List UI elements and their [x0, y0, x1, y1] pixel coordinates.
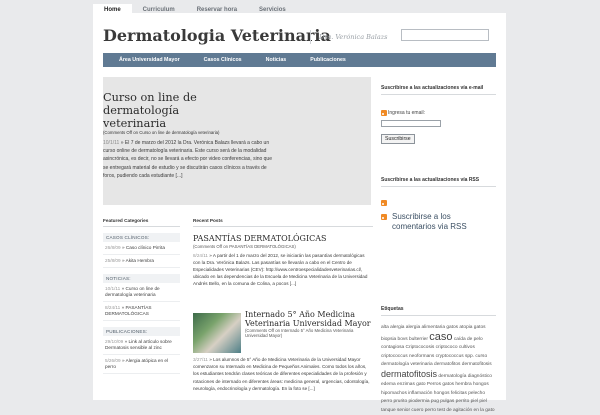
- tag-group[interactable]: dermatología diagnóstico edema enzimas gato Perros gatos hembra hongos hipomachos inflamación hongos felicitas pelecho perro prurito piodermia pug pulgas perrito piel piel tanque senior cuero perro test de agitación en la gato: [381, 373, 495, 413]
- list-item[interactable]: 25/8/09 » Akita Hembra: [103, 255, 180, 268]
- nav-item-publicaciones[interactable]: Publicaciones: [310, 57, 346, 63]
- page-container: [93, 13, 506, 413]
- tag-group[interactable]: alta alergia alergia alimentaria gatos atopia gatos biopsia bovs bulterrier: [381, 325, 486, 342]
- list-item[interactable]: 5/26/09 » Alergia atópica en el perro: [103, 355, 180, 374]
- rss-widget-title: Suscribirse a las actualizaciones vía RSS: [381, 177, 496, 187]
- email-widget-title: Suscribirse a las actualizaciones vía e-mail: [381, 85, 496, 95]
- email-label-row: [381, 110, 496, 116]
- tag-cloud-title: Etiquetas: [381, 306, 496, 316]
- category-casos-clinicos[interactable]: CASOS CLÍNICOS:: [103, 233, 180, 242]
- site-title[interactable]: Dermatologia Veterinaria: [103, 26, 331, 45]
- search-input[interactable]: [401, 29, 489, 41]
- list-item[interactable]: 26/8/09 » Caso clínico Pirrita: [103, 242, 180, 255]
- rss-icon[interactable]: [381, 200, 387, 206]
- main-navigation: [103, 53, 496, 67]
- email-label: Ingresa tu email:: [388, 110, 425, 116]
- category-publicaciones[interactable]: PUBLICACIONES:: [103, 327, 180, 336]
- rss-icon[interactable]: [381, 214, 387, 220]
- rss-feed-row: [381, 200, 496, 206]
- tag-caso[interactable]: caso: [429, 330, 453, 343]
- post-excerpt: [193, 356, 373, 392]
- featured-post: [103, 77, 371, 205]
- recent-posts-title: Recent Posts: [193, 218, 373, 227]
- list-item[interactable]: 8/24/11 » PASANTÍAS DERMATOLÓGICAS: [103, 302, 180, 321]
- rss-icon: [381, 110, 387, 116]
- tag-cloud: [381, 324, 496, 415]
- rss-comments-row: [381, 212, 496, 232]
- tag-cloud-widget: [381, 306, 496, 415]
- tab-home[interactable]: Home: [93, 4, 132, 17]
- post-title[interactable]: Internado 5° Año Medicina Veterinaria Universidad Mayor: [245, 310, 371, 328]
- site-header: [103, 26, 496, 52]
- recent-post: [245, 311, 373, 338]
- list-item[interactable]: 29/10/09 » Link al artículo sobre Dermatosis sensible al zinc: [103, 336, 180, 355]
- featured-post-excerpt: [103, 139, 278, 181]
- nav-item-universidad-mayor[interactable]: Área Universidad Mayor: [119, 57, 180, 63]
- recent-post: [193, 235, 373, 288]
- post-title[interactable]: PASANTÍAS DERMATOLÓGICAS: [193, 234, 327, 243]
- recent-posts: [193, 218, 373, 391]
- site-description: Dra. Verónica Balazs: [310, 30, 388, 44]
- nav-item-casos-clinicos[interactable]: Casos Clínicos: [203, 57, 242, 63]
- post-body: » A partir del 1 de marzo del 2012, se iniciarán las pasantías dermatológicas con la Dra. Verónica Balazs. Las pasantías se llevarán a cabo en el Centro de Especialidades Veterinarias (CEV): http://www.centroespecialidadesveterinarias.cl/, ubicado en las dependencias de la Escuela de Medicina Veterinaria de la Universidad Andrés Bello, en la comuna de Colina, a pocos [...]: [193, 252, 368, 287]
- post-comments[interactable]: (Comments Off on PASANTÍAS DERMATOLÓGICAS): [193, 243, 296, 249]
- list-item[interactable]: 10/1/11 » Curso on line de dermatología veterinaria: [103, 283, 180, 302]
- nav-item-noticias[interactable]: Noticias: [265, 57, 287, 63]
- featured-categories: [103, 218, 180, 374]
- tab-reservar-hora[interactable]: Reservar hora: [196, 7, 238, 13]
- post-excerpt: [193, 252, 373, 288]
- featured-post-title[interactable]: Curso on line de dermatología veterinaria: [103, 91, 197, 130]
- post-body: » Los alumnos de 5° Año de Medicina Veterinaria de la Universidad Mayor comenzaron su Internado en Medicina de Pequeños Animales. Como todos los años, los estudiantes tendrán clases teóricas de diferentes especialidades de la profesión y rotaciones de internado en diferentes áreas: medicina general, urgencias, odontología, neurología, endocrinología y dermatología. En la foto se [...]: [193, 357, 370, 391]
- right-sidebar: [381, 85, 496, 232]
- tab-curriculum[interactable]: Curriculum: [142, 7, 175, 13]
- tab-servicios[interactable]: Servicios: [259, 7, 286, 13]
- category-noticias[interactable]: NOTICIAS:: [103, 274, 180, 283]
- featured-post-comments[interactable]: (Comments Off on Curso on line de dermatología veterinaria): [103, 130, 220, 135]
- featured-post-body: » El 7 de marzo del 2012 la Dra. Verónica Balazs llevará a cabo un curso online de dermatología veterinaria. Este curso será de la modalidad asincrónica, es decir, no se llevará a efecto por video conferencias, sino que se entregará material de estudio y se discutirán casos clínicos a través de foros, pudiendo cada estudiante [...]: [103, 139, 272, 180]
- post-date: 3/27/11: [193, 357, 208, 362]
- rss-comments-link[interactable]: Suscribirse a los comentarios via RSS: [392, 212, 467, 231]
- tag-dermatofitosis[interactable]: dermatofitosis: [381, 368, 438, 379]
- post-date: 8/24/11: [193, 252, 208, 258]
- subscribe-button[interactable]: Suscribirse: [381, 134, 415, 144]
- email-field[interactable]: [381, 120, 441, 127]
- post-comments[interactable]: (Comments Off on Internado 5° Año Medicina Veterinaria Universidad Mayor): [245, 328, 354, 338]
- featured-categories-title: Featured Categories: [103, 218, 180, 227]
- tag-group[interactable]: caída de pelo contagiosa Criptococosis criptococo cultivos criptococcus neoformans cryptococcus spp. curso dermatología veterinaria dermatofitos dermatofitosis: [381, 336, 492, 367]
- post-thumbnail[interactable]: [193, 313, 241, 353]
- featured-post-date: 10/1/11: [103, 139, 120, 146]
